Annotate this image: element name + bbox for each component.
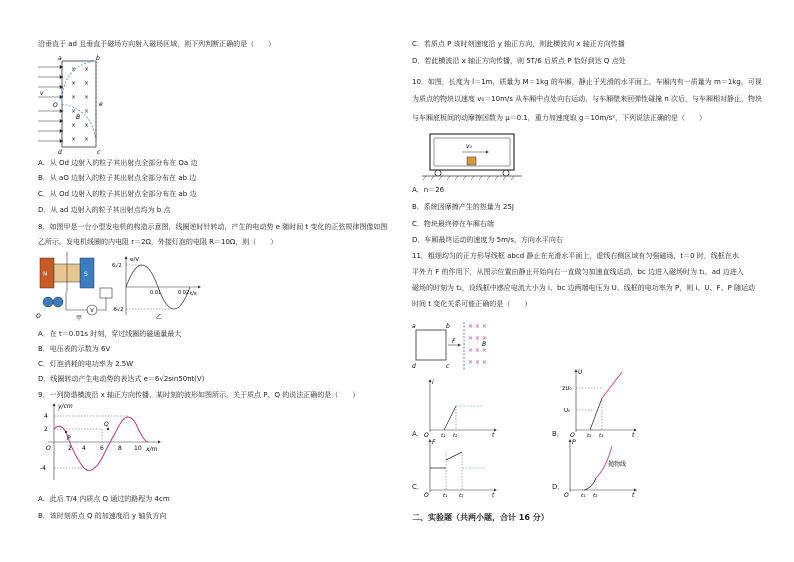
- q9-option-d: D．若此横波沿 x 轴正方向传播，则 5T/6 后质点 P 恰好到达 Q 点处: [412, 57, 626, 65]
- q11-b-axis-y: U: [578, 369, 583, 376]
- q9-stem: 9．一列简谐横波沿 x 轴正方向传播，某时刻的波形如图所示，关于质点 P、Q 的说法正确的是（ ）: [38, 391, 360, 399]
- q11-label-b-field: B: [482, 341, 487, 348]
- q10-car-figure: [422, 130, 522, 182]
- svg-text:×: ×: [71, 108, 77, 115]
- q9-tick-y-4: 4: [44, 413, 48, 420]
- q7-label-a: a: [58, 55, 62, 62]
- q11-c-t1: t₁: [443, 493, 448, 499]
- q10-label-v0: v₀: [466, 143, 472, 150]
- q11-c-axis-y: F: [432, 439, 436, 446]
- svg-text:×: ×: [84, 94, 90, 101]
- q9-label-o: O: [46, 445, 51, 452]
- q10-option-d: D．车厢最终运动的速度为 5m/s，方向水平向右: [412, 236, 563, 244]
- q8-tick-t2: 0.02: [178, 290, 190, 296]
- q9-tick-x-4: 4: [82, 445, 86, 452]
- q11-b-tick-u0: U₀: [564, 408, 571, 414]
- q11-graph-b: [562, 368, 642, 438]
- svg-text:×: ×: [84, 80, 90, 87]
- q9-label-p: P: [67, 435, 71, 442]
- q9-axis-y: y/cm: [58, 403, 73, 410]
- q11-graph-c: [422, 438, 502, 498]
- q8-label-o: O: [36, 313, 41, 320]
- q8-label-jia: 甲: [76, 315, 83, 322]
- q8-option-a: A．在 t＝0.01s 时刻，穿过线圈的磁通量最大: [38, 330, 182, 338]
- q9-tick-x-6: 6: [100, 445, 104, 452]
- q7-label-e: e: [99, 101, 103, 108]
- q11-a-origin: O: [424, 432, 429, 439]
- q10-stem-line1: 10．如图，长度为 l＝1m，质量为 M＝1kg 的车厢，静止于光滑的水平面上，车厢内有一质量为 m＝1kg，可视: [412, 78, 762, 86]
- q11-a-axis-t: t: [492, 432, 495, 439]
- svg-text:×: ×: [71, 66, 77, 73]
- q10-option-c: C．物块最终停在车厢右端: [412, 220, 494, 228]
- q8-stem-line2: 乙所示。发电机线圈的内电阻 r＝2Ω，外接灯泡的电阻 R＝10Ω，则（ ）: [38, 238, 278, 246]
- svg-text:× × ×: × × ×: [468, 359, 487, 366]
- q11-b-origin: O: [570, 432, 575, 439]
- q11-c-t2: t₂: [459, 493, 464, 499]
- q11-stem-line1: 11．粗细均匀的正方形导线框 abcd 静止在光滑水平面上，虚线右侧区域有匀强磁场，t＝0 时，线框在水: [412, 252, 739, 260]
- svg-text:×: ×: [71, 94, 77, 101]
- q11-d-t2: t₂: [593, 493, 598, 499]
- q10-option-a: A．n＝26: [412, 186, 445, 194]
- q11-a-t2: t₂: [453, 433, 458, 439]
- q11-label-b: b: [446, 323, 450, 330]
- q10-stem-line3: 与车厢底板间的动摩擦因数为 μ＝0.1，重力加速度取 g＝10m/s²，下列说法正确的是（ ）: [412, 114, 707, 122]
- q8-generator-figure: [36, 252, 116, 322]
- q11-a-axis-y: i: [432, 379, 434, 386]
- q7-label-d: d: [58, 149, 62, 156]
- q8-label-s: S: [84, 271, 88, 278]
- q11-b-t1: t₁: [587, 433, 592, 439]
- q11-d-axis-t: t: [632, 492, 635, 499]
- q10-stem-line2: 为质点的物块以速度 v₀＝10m/s 从车厢中点处向右运动，与车厢壁来回弹性碰撞 n 次后，与车厢相对静止，物块: [412, 95, 763, 103]
- q11-stem-line2: 平外力 F 的作用下，从图示位置由静止开始向右一直做匀加速直线运动，bc 边进入磁场时为 t₁，ad 边进入: [412, 268, 744, 276]
- q11-frame-figure: [408, 318, 518, 378]
- q11-graph-a: [422, 378, 502, 438]
- q11-a-t1: t₁: [441, 433, 446, 439]
- q7-figure: [34, 55, 124, 155]
- q11-d-note: 抛物线: [608, 461, 627, 468]
- voltmeter-icon: V: [90, 308, 94, 314]
- q11-graph-b-label: B．: [552, 430, 564, 438]
- svg-text:× × ×: × × ×: [468, 323, 487, 330]
- q11-stem-line4: 时间 t 变化关系可能正确的是（ ）: [412, 300, 532, 308]
- svg-text:×: ×: [71, 136, 77, 143]
- q8-option-b: B．电压表的示数为 6V: [38, 345, 111, 353]
- q8-tick-t1: 0.01: [150, 290, 162, 296]
- q8-tick-neg: -6√2: [112, 307, 124, 313]
- q7-option-b: B．从 aO 边射入的粒子其出射点全部分布在 ab 边: [38, 174, 197, 182]
- q11-stem-line3: 磁场的时刻为 t₂，设线框中感应电流大小为 i、bc 边两端电压为 U、线框的电功率为 P，则 i、U、F、P 随运动: [412, 284, 756, 292]
- q8-option-d: D．线圈转动产生电动势的表达式 e＝6√2sin50πt(V): [38, 375, 205, 383]
- q11-d-t1: t₁: [581, 493, 586, 499]
- q8-axis-t: t/s: [190, 291, 197, 297]
- q11-label-a: a: [412, 323, 416, 330]
- svg-text:×: ×: [84, 108, 90, 115]
- q8-label-n: N: [43, 271, 48, 278]
- q9-tick-y-neg4: -4: [40, 465, 46, 472]
- q8-label-yi: 乙: [156, 314, 163, 321]
- q11-d-origin: O: [564, 492, 569, 499]
- q7-label-b: b: [96, 55, 100, 62]
- q9-label-q: Q: [104, 421, 109, 428]
- q8-tick-pos: 6√2: [112, 263, 122, 269]
- q11-graph-d-label: D．: [552, 483, 565, 491]
- q7-option-c: C．从 Od 边射入的粒子其出射点全部分布在 ab 边: [38, 190, 197, 198]
- svg-text:× × ×: × × ×: [468, 335, 487, 342]
- q11-b-axis-t: t: [632, 432, 635, 439]
- q11-graph-a-label: A．: [412, 430, 424, 438]
- q11-graph-d: [562, 438, 642, 498]
- q9-tick-x-8: 8: [118, 445, 122, 452]
- section-2-heading: 二、实验题（共两小题，合计 16 分）: [412, 513, 549, 522]
- q10-option-b: B．系统因摩擦产生的热量为 25J: [412, 203, 514, 211]
- q11-label-f: F: [452, 338, 456, 345]
- q9-option-a: A．此后 T/4 内质点 Q 通过的路程为 4cm: [38, 495, 170, 503]
- q7-option-d: D．从 ad 边射入的粒子其出射点均为 b 点: [38, 206, 171, 214]
- q9-option-b: B．该时刻质点 Q 的加速度沿 y 轴负方向: [38, 512, 167, 520]
- q11-c-origin: O: [424, 492, 429, 499]
- q9-tick-y-2: 2: [44, 426, 48, 433]
- svg-text:×: ×: [84, 136, 90, 143]
- q8-option-c: C．灯泡消耗的电功率为 2.5W: [38, 360, 134, 368]
- q9-tick-x-2: 2: [68, 445, 72, 452]
- q7-label-v: v: [40, 90, 44, 97]
- svg-text:×: ×: [84, 66, 90, 73]
- q7-label-b-field: B: [76, 114, 81, 121]
- q9-axis-x: x/m: [146, 446, 158, 453]
- svg-text:×: ×: [71, 122, 77, 129]
- svg-text:×: ×: [84, 122, 90, 129]
- q8-axis-e: e/V: [130, 257, 139, 263]
- q11-graph-c-label: C．: [412, 483, 424, 491]
- q8-emf-graph: [112, 255, 202, 320]
- q11-label-d: d: [412, 363, 416, 370]
- svg-text:× × ×: × × ×: [468, 347, 487, 354]
- q11-b-t2: t₂: [599, 433, 604, 439]
- q9-tick-x-10: 10: [134, 445, 142, 452]
- q11-c-axis-t: t: [492, 492, 495, 499]
- q7-label-o: O: [53, 102, 58, 109]
- q11-b-tick-2u0: 2U₀: [562, 386, 572, 392]
- q11-label-c: c: [446, 363, 450, 370]
- svg-text:×: ×: [71, 80, 77, 87]
- q8-stem-line1: 8．如图甲是一台小型发电机的构造示意图，线圈逆时针转动，产生的电动势 e 随时间 t 变化的正弦规律图像如图: [38, 223, 388, 231]
- q9-wave-graph: [36, 402, 166, 484]
- q7-label-c: c: [97, 149, 101, 156]
- q7-option-a: A．从 Od 边射入的粒子其出射点全部分布在 Oa 边: [38, 159, 198, 167]
- q11-d-axis-y: P: [572, 439, 576, 446]
- q9-option-c: C．若质点 P 该时刻速度沿 y 轴正方向，则此横波向 x 轴正方向传播: [412, 40, 625, 48]
- q7-stem: 沿垂直于 ad 且垂直于磁场方向射入磁场区域，则下列判断正确的是（ ）: [38, 40, 276, 48]
